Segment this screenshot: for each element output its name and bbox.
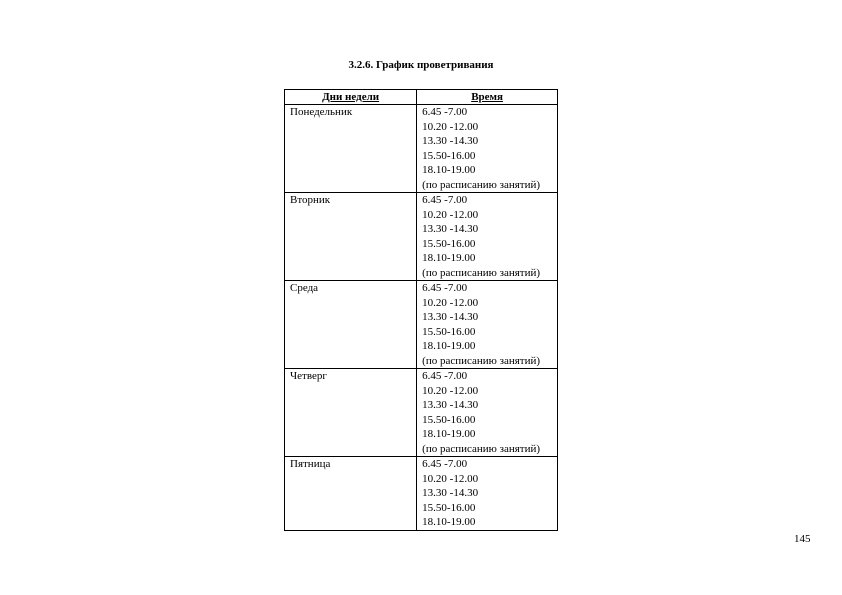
day-cell: Вторник <box>285 193 417 281</box>
time-entry: 6.45 -7.00 <box>422 370 468 382</box>
table-row <box>285 281 558 369</box>
time-entry: 15.50-16.00 <box>422 413 476 426</box>
time-entry: 10.20 -12.00 <box>422 296 479 309</box>
table-row <box>285 369 558 457</box>
header-day: Дни недели <box>285 90 417 105</box>
day-cell: Понедельник <box>285 105 417 193</box>
time-entry: 15.50-16.00 <box>422 325 476 338</box>
time-entry: 6.45 -7.00 <box>422 194 468 206</box>
time-entry: 18.10-19.00 <box>422 164 476 176</box>
time-entry: 6.45 -7.00 <box>422 458 468 470</box>
time-entry: 6.45 -7.00 <box>422 282 468 294</box>
time-entry: 15.50-16.00 <box>422 237 476 250</box>
time-entry: 13.30 -14.30 <box>422 311 479 323</box>
time-entry: 6.45 -7.00 <box>422 106 468 118</box>
day-cell: Среда <box>285 281 417 369</box>
time-entry: 18.10-19.00 <box>422 340 476 352</box>
time-entry: (по расписанию занятий) <box>422 442 541 455</box>
table-row <box>285 457 558 531</box>
time-entry: 18.10-19.00 <box>422 252 476 264</box>
time-entry: 13.30 -14.30 <box>422 135 479 147</box>
time-entry: 10.20 -12.00 <box>422 208 479 221</box>
time-entry: 15.50-16.00 <box>422 149 476 162</box>
time-cell <box>417 193 558 281</box>
time-entry: 10.20 -12.00 <box>422 472 479 485</box>
time-entry: 13.30 -14.30 <box>422 487 479 499</box>
time-cell <box>417 105 558 193</box>
time-cell <box>417 281 558 369</box>
ventilation-schedule-table <box>284 89 558 531</box>
time-entry: (по расписанию занятий) <box>422 266 541 279</box>
time-entry: (по расписанию занятий) <box>422 178 541 191</box>
day-cell: Четверг <box>285 369 417 457</box>
time-cell <box>417 369 558 457</box>
time-entry: 13.30 -14.30 <box>422 223 479 235</box>
time-entry: 18.10-19.00 <box>422 516 476 528</box>
time-entry: (по расписанию занятий) <box>422 354 541 367</box>
page-number: 145 <box>794 533 811 545</box>
header-time: Время <box>417 90 558 105</box>
day-cell: Пятница <box>285 457 417 531</box>
time-entry: 10.20 -12.00 <box>422 384 479 397</box>
time-entry: 18.10-19.00 <box>422 428 476 440</box>
time-cell <box>417 457 558 531</box>
table-header-row <box>285 90 558 105</box>
time-entry: 13.30 -14.30 <box>422 399 479 411</box>
time-entry: 10.20 -12.00 <box>422 120 479 133</box>
table-row <box>285 105 558 193</box>
document-title: 3.2.6. График проветривания <box>348 59 494 71</box>
table-body <box>285 105 558 531</box>
time-entry: 15.50-16.00 <box>422 501 476 514</box>
table-row <box>285 193 558 281</box>
